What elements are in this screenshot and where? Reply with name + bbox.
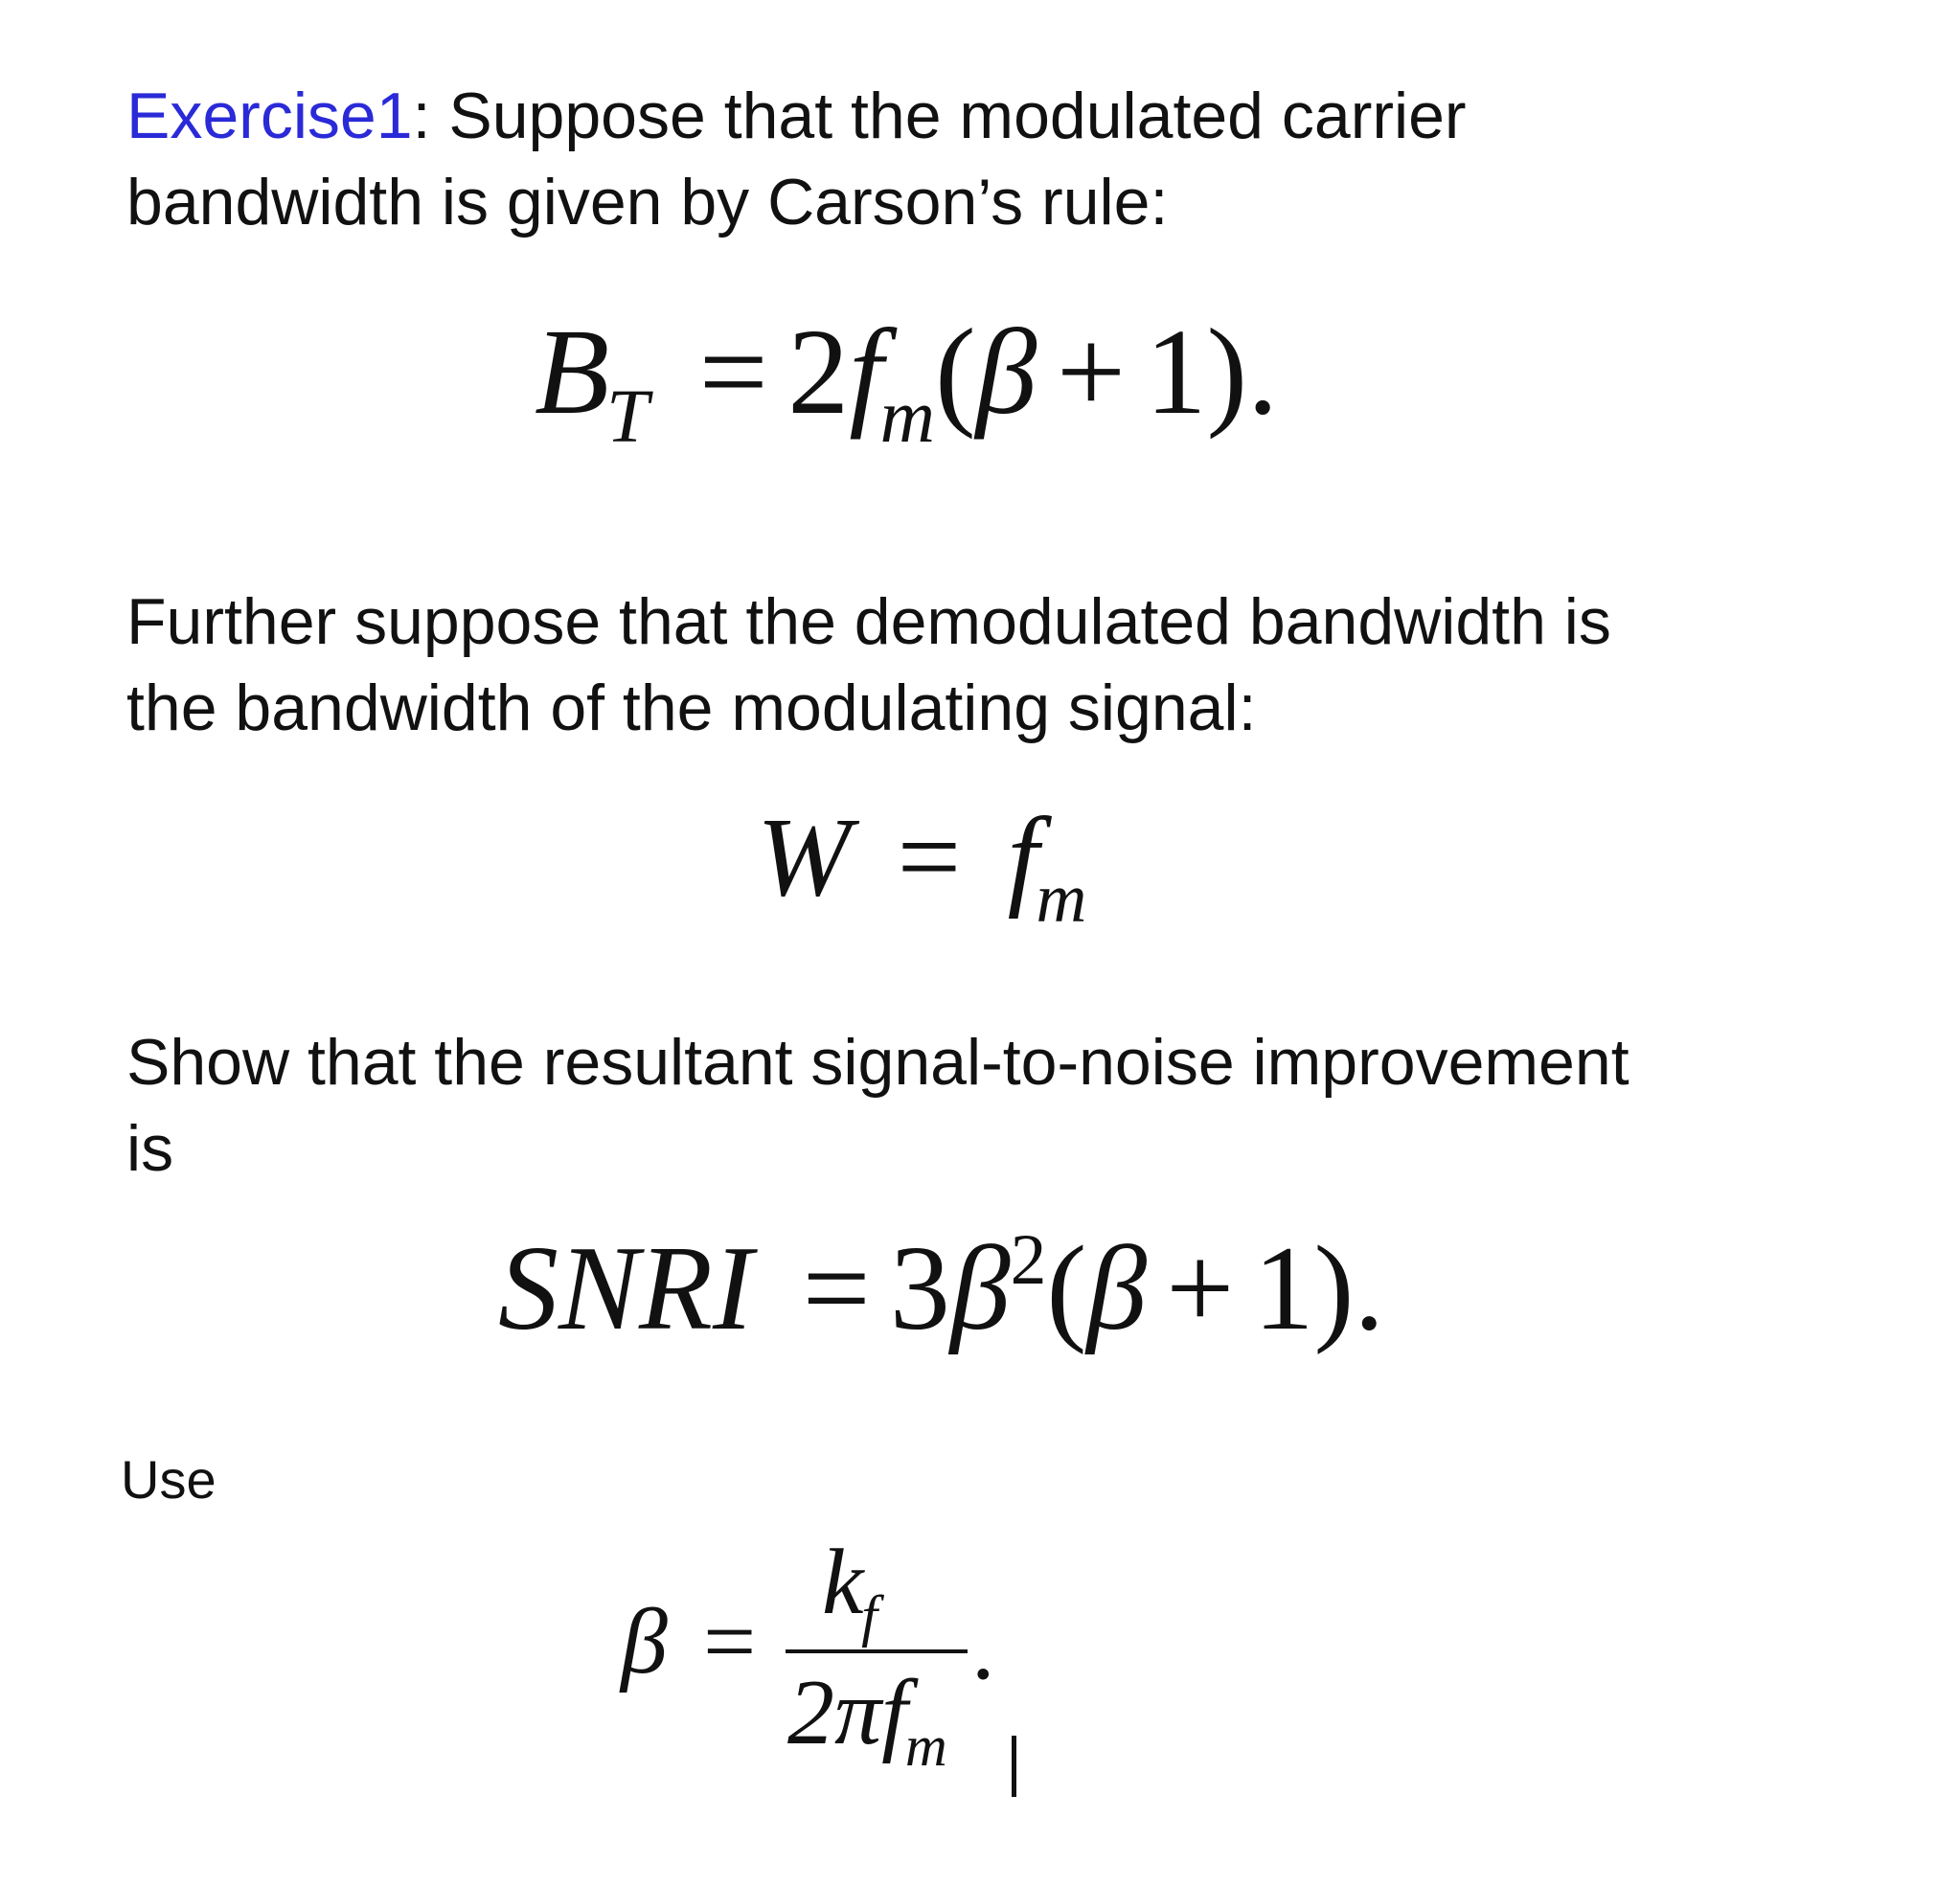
exercise-label: Exercise1 <box>126 80 413 152</box>
eq4-equals: = <box>703 1590 757 1694</box>
eq3-paren-close: ). <box>1313 1222 1384 1355</box>
eq4-period: . <box>971 1596 995 1699</box>
eq3-beta: β <box>949 1222 1011 1355</box>
eq1-var: B <box>535 304 610 440</box>
equation-snri <box>498 1222 1384 1373</box>
eq1-f-sub: m <box>879 375 935 460</box>
equation-demod-bandwidth <box>757 794 1087 937</box>
eq3-exp: 2 <box>1010 1220 1047 1301</box>
use-label: Use <box>121 1449 217 1510</box>
eq3-var: SNRI <box>498 1222 753 1355</box>
eq3-coef: 3 <box>889 1222 950 1355</box>
exercise-intro-line1 <box>126 73 1467 159</box>
eq3-paren-open: ( <box>1046 1222 1087 1355</box>
equation-carson-rule <box>535 304 1279 460</box>
exercise-intro-text: : Suppose that the modulated carrier <box>412 80 1467 152</box>
eq4-fraction-bar <box>786 1649 968 1653</box>
eq1-one: 1 <box>1145 304 1207 440</box>
paragraph2-line1: Further suppose that the demodulated bandwidth is <box>126 585 1611 658</box>
eq2-var: W <box>757 794 852 920</box>
eq2-f: f <box>1007 794 1039 920</box>
exercise-intro-line2: bandwidth is given by Carson’s rule: <box>126 166 1169 239</box>
eq4-numerator <box>822 1529 877 1649</box>
eq1-equals: = <box>698 304 768 440</box>
eq1-sub: T <box>606 375 650 460</box>
eq4-den-sub: m <box>904 1715 947 1780</box>
eq2-equals: = <box>897 794 962 920</box>
eq4-num-sub: f <box>861 1584 877 1649</box>
eq4-den: 2πf <box>787 1661 908 1764</box>
paragraph3-line2: is <box>126 1112 174 1185</box>
eq3-one: 1 <box>1253 1222 1314 1355</box>
eq4-lhs: β <box>621 1590 668 1694</box>
eq4-num-k: k <box>822 1531 864 1634</box>
eq1-plus: + <box>1056 304 1127 440</box>
paragraph2-line2: the bandwidth of the modulating signal: <box>126 671 1257 744</box>
eq3-plus: + <box>1166 1222 1235 1355</box>
eq4-denominator <box>787 1659 947 1780</box>
text-cursor <box>1012 1736 1016 1797</box>
eq1-f: f <box>849 304 883 440</box>
eq2-f-sub: m <box>1036 858 1087 937</box>
eq1-paren-close: ). <box>1206 304 1279 440</box>
eq3-beta2: β <box>1086 1222 1148 1355</box>
eq1-coef: 2 <box>787 304 850 440</box>
eq1-beta: β <box>975 304 1037 440</box>
paragraph3-line1: Show that the resultant signal-to-noise improvement <box>126 1026 1630 1099</box>
eq1-paren-open: ( <box>934 304 976 440</box>
eq3-equals: = <box>802 1222 871 1355</box>
